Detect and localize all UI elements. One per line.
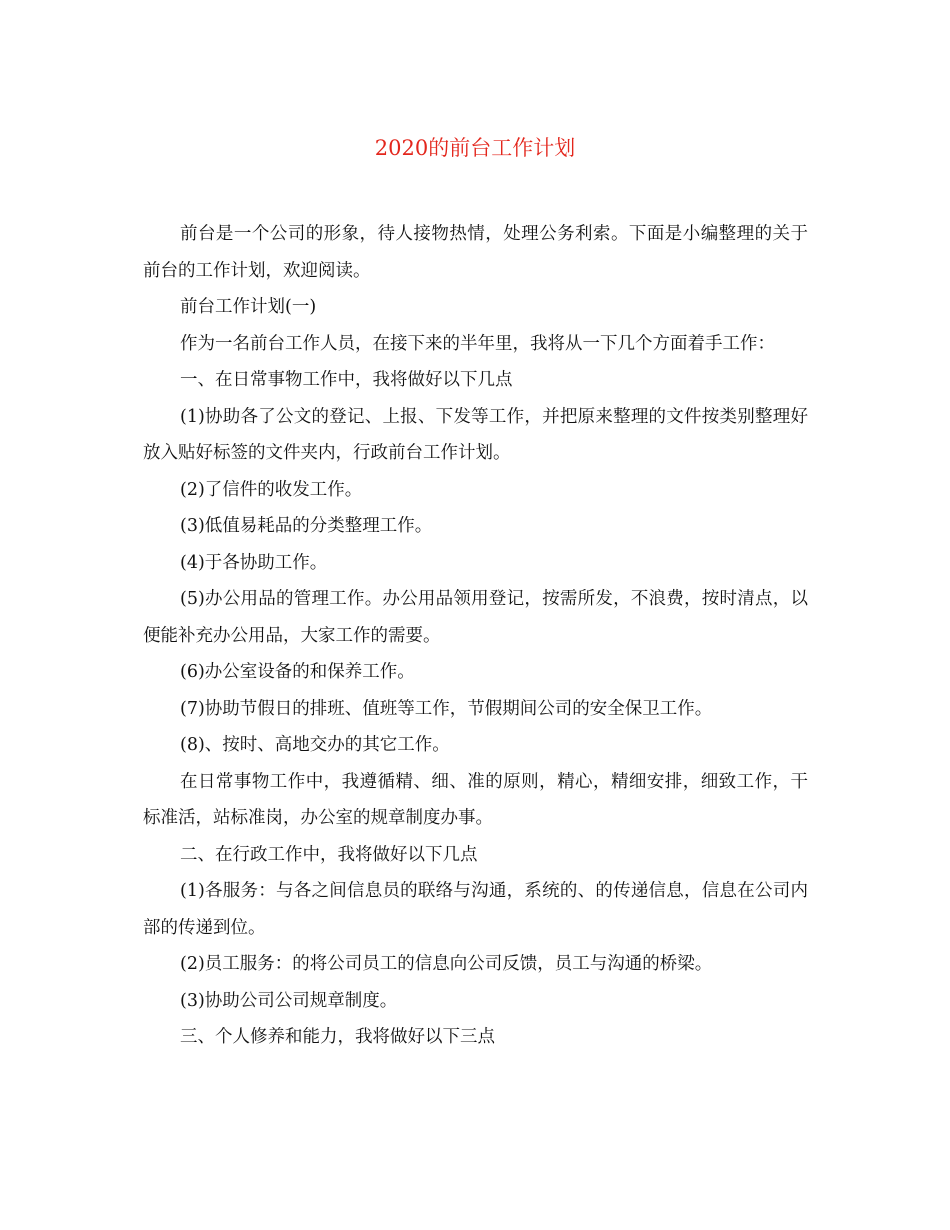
- list-item: (7)协助节假日的排班、值班等工作，节假期间公司的安全保卫工作。: [180, 698, 713, 719]
- document-title: 2020的前台工作计划: [374, 136, 576, 160]
- section-heading-admin-work: 二、在行政工作中，我将做好以下几点: [180, 844, 478, 865]
- list-item: (3)协助公司公司规章制度。: [180, 990, 398, 1011]
- list-item: (1)各服务：与各之间信息员的联络与沟通，系统的、的传递信息，信息在公司内部的传递到位。: [143, 881, 808, 938]
- section-heading-plan-one: 前台工作计划(一): [180, 297, 317, 317]
- list-item: (2)了信件的收发工作。: [180, 479, 363, 500]
- list-item: (3)低值易耗品的分类整理工作。: [180, 516, 433, 536]
- section-heading-personal: 三、个人修养和能力，我将做好以下三点: [180, 1027, 495, 1047]
- section-heading-daily-affairs: 一、在日常事物工作中，我将做好以下几点: [180, 370, 513, 390]
- list-item: (6)办公室设备的和保养工作。: [180, 662, 415, 682]
- paragraph: 在日常事物工作中，我遵循精、细、准的原则，精心，精细安排，细致工作，干标准活，站标准岗，办公室的规章制度办事。: [143, 771, 808, 828]
- list-item: (4)于各协助工作。: [180, 552, 328, 573]
- list-item: (2)员工服务：的将公司员工的信息向公司反馈，员工与沟通的桥梁。: [180, 954, 713, 974]
- list-item: (8)、按时、高地交办的其它工作。: [180, 735, 450, 755]
- paragraph-intro: 前台是一个公司的形象，待人接物热情，处理公务利索。下面是小编整理的关于前台的工作计划，欢迎阅读。: [143, 224, 808, 281]
- paragraph: 作为一名前台工作人员，在接下来的半年里，我将从一下几个方面着手工作：: [180, 333, 775, 354]
- list-item: (1)协助各了公文的登记、上报、下发等工作，并把原来整理的文件按类别整理好放入贴好标签的文件夹内，行政前台工作计划。: [143, 406, 808, 463]
- document-body: [143, 216, 808, 1056]
- list-item: (5)办公用品的管理工作。办公用品领用登记，按需所发，不浪费，按时清点，以便能补充办公用品，大家工作的需要。: [143, 589, 808, 646]
